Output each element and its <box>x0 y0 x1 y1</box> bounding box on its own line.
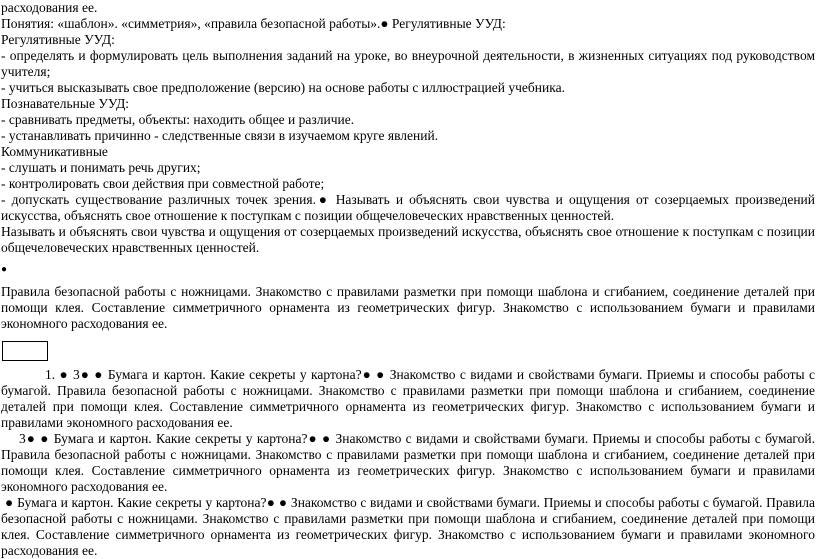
text-line: - слушать и понимать речь других; <box>1 160 201 175</box>
text-line: 3● ● Бумага и картон. Какие секреты у картона?● ● Знакомство с видами и свойствами бумаги. Приемы и способы работы с бумагой. <box>19 431 815 446</box>
text-line: Правила безопасной работы с ножницами. Знакомство с правилами разметки при помощи шаблона и сгибанием, соединение деталей при <box>1 284 815 299</box>
text-line: - учиться высказывать свое предположение (версию) на основе работы с иллюстрацией учебника. <box>1 80 565 95</box>
heading-regulatory: Регулятивные УУД: <box>1 32 115 47</box>
bullet-icon: ● <box>1 264 8 275</box>
text-line: Понятия: «шаблон». «симметрия», «правила безопасной работы».● Регулятивные УУД: <box>1 16 506 31</box>
text-line: помощи клея. Составление симметричного орнамента из геометрических фигур. Знакомство с использованием бумаги и правилами <box>1 300 815 315</box>
text-line: общечеловеческих нравственных ценностей. <box>1 240 260 255</box>
text-line: учителя; <box>1 64 51 79</box>
text-line: помощи клея. Составление симметричного орнамента из геометрических фигур. Знакомство с использованием бумаги и правилами <box>1 463 815 478</box>
text-line: правилами экономного расходования ее. <box>1 415 233 430</box>
numbered-item: 1. ● 3● ● Бумага и картон. Какие секреты у картона?● ● Знакомство с видами и свойствами бумаги. Приемы и способы работы с <box>45 367 815 382</box>
text-line: клея. Составление симметричного орнамента из геометрических фигур. Знакомство с использованием бумаги и правилами экономного <box>1 527 815 542</box>
text-line: - сравнивать предметы, объекты: находить общее и различие. <box>1 112 355 127</box>
text-line: Называть и объяснять свои чувства и ощущения от созерцаемых произведений искусства, объяснять свое отношение к поступкам с позиции <box>1 224 815 239</box>
text-line: бумагой. Правила безопасной работы с ножницами. Знакомство с правилами разметки при помощи шаблона и сгибанием, соединение <box>1 383 815 398</box>
text-line: расходования ее. <box>1 0 98 15</box>
text-line: - допускать существование различных точек зрения.● Называть и объяснять свои чувства и ощущения от созерцаемых произведений <box>1 192 815 207</box>
text-line: безопасной работы с ножницами. Знакомство с правилами разметки при помощи шаблона и сгибанием, соединение деталей при помощи <box>1 511 815 526</box>
text-line: экономного расходования ее. <box>1 479 168 494</box>
text-line: деталей при помощи клея. Составление симметричного орнамента из геометрических фигур. Знакомство с использованием бумаги и <box>1 399 815 414</box>
text-line: - контролировать свои действия при совместной работе; <box>1 176 325 191</box>
heading-communicative: Коммуникативные <box>1 144 108 159</box>
text-line: расходования ее. <box>1 543 98 558</box>
heading-cognitive: Познавательные УУД: <box>1 96 130 111</box>
empty-table-cell <box>2 341 48 361</box>
text-line: - определять и формулировать цель выполнения заданий на уроке, во внеурочной деятельности, в жизненных ситуациях под руководством <box>1 48 815 63</box>
text-line: искусства, объяснять свое отношение к поступкам с позиции общечеловеческих нравственных ценностей. <box>1 208 615 223</box>
text-line: Правила безопасной работы с ножницами. Знакомство с правилами разметки при помощи шаблона и сгибанием, соединение деталей при <box>1 447 815 462</box>
text-line: экономного расходования ее. <box>1 316 168 331</box>
text-line: ● Бумага и картон. Какие секреты у картона?● ● Знакомство с видами и свойствами бумаги. Приемы и способы работы с бумагой. Правила <box>5 495 815 510</box>
text-line: - устанавливать причинно - следственные связи в изучаемом круге явлений. <box>1 128 439 143</box>
